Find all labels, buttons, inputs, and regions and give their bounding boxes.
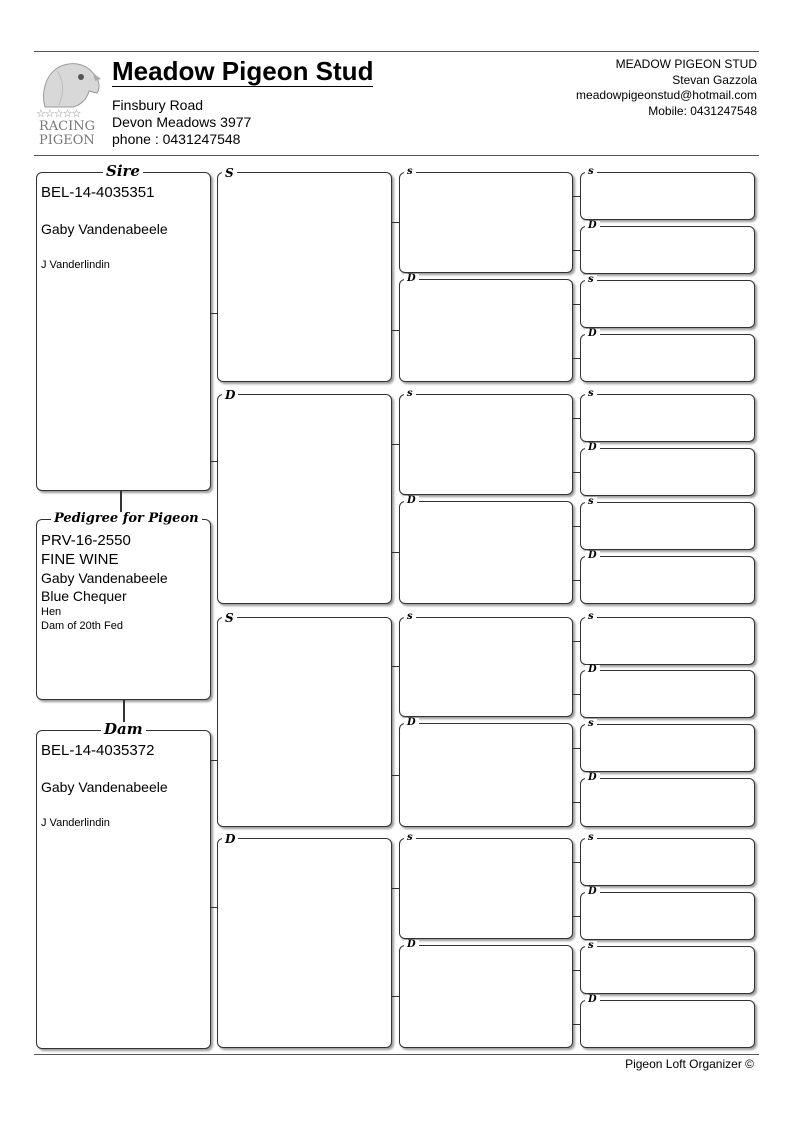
sire-box xyxy=(36,162,211,491)
connector-line xyxy=(573,304,580,305)
subject-sex: Hen xyxy=(41,606,62,618)
connector-line xyxy=(573,580,580,581)
grandparent-sire-tag: S xyxy=(222,612,237,624)
gen4-dam-tag: D xyxy=(585,995,600,1005)
contact-stud-name: MEADOW PIGEON STUD xyxy=(615,57,757,71)
gen4-dam-tag: D xyxy=(585,329,600,339)
connector-line xyxy=(573,196,580,197)
footer-credit: Pigeon Loft Organizer © xyxy=(625,1057,754,1071)
header-bottom-rule xyxy=(34,155,759,156)
gen4-box xyxy=(580,496,755,550)
phone-line: phone : 0431247548 xyxy=(112,131,241,147)
address-line-1: Finsbury Road xyxy=(112,97,204,113)
gen3-sire-tag: s xyxy=(404,833,416,843)
gen4-sire-tag: s xyxy=(585,275,597,285)
gen4-box xyxy=(580,994,755,1048)
connector-line xyxy=(392,444,399,445)
gen3-sire-tag: s xyxy=(404,167,416,177)
gen4-sire-tag: s xyxy=(585,719,597,729)
connector-line xyxy=(573,358,580,359)
gen4-box xyxy=(580,442,755,496)
logo-text-pigeon: PIGEON xyxy=(39,133,95,148)
gen3-dam-tag: D xyxy=(404,718,419,728)
gen4-box xyxy=(580,611,755,665)
connector-line xyxy=(211,760,217,761)
connector-line xyxy=(573,1024,580,1025)
gen4-sire-tag: s xyxy=(585,612,597,622)
gen4-box xyxy=(580,328,755,382)
contact-mobile: Mobile: 0431247548 xyxy=(648,103,757,118)
contact-person: Stevan Gazzola xyxy=(672,72,757,87)
connector-line xyxy=(211,907,217,908)
grandparent-box xyxy=(217,832,392,1048)
sire-label: Sire xyxy=(103,164,143,179)
subject-box xyxy=(36,511,211,700)
connector-line xyxy=(573,916,580,917)
dam-breeder: Gaby Vandenabeele xyxy=(41,779,168,795)
gen3-sire-tag: s xyxy=(404,612,416,622)
logo-text-racing: RACING xyxy=(39,119,96,134)
gen4-dam-tag: D xyxy=(585,443,600,453)
gen4-box xyxy=(580,664,755,718)
gen3-box xyxy=(399,166,573,273)
connector-line xyxy=(392,775,399,776)
gen4-dam-tag: D xyxy=(585,551,600,561)
gen3-sire-tag: s xyxy=(404,389,416,399)
connector-line xyxy=(573,802,580,803)
connector-line xyxy=(211,313,217,314)
grandparent-box xyxy=(217,611,392,827)
gen4-box xyxy=(580,940,755,994)
connector-line xyxy=(392,996,399,997)
subject-color: Blue Chequer xyxy=(41,588,127,604)
gen4-dam-tag: D xyxy=(585,665,600,675)
header-top-rule xyxy=(34,51,759,52)
connector-line xyxy=(573,862,580,863)
logo-stars: ☆☆☆☆☆ xyxy=(36,108,81,120)
dam-note: J Vanderlindin xyxy=(41,817,110,829)
gen3-dam-tag: D xyxy=(404,496,419,506)
subject-label: Pedigree for Pigeon xyxy=(51,512,202,525)
gen4-box xyxy=(580,772,755,827)
gen3-box xyxy=(399,832,573,939)
sire-note: J Vanderlindin xyxy=(41,259,110,271)
pigeon-head-icon xyxy=(37,57,103,109)
footer-rule xyxy=(34,1054,759,1055)
dam-ring: BEL-14-4035372 xyxy=(41,742,155,759)
gen4-box xyxy=(580,220,755,274)
gen4-dam-tag: D xyxy=(585,773,600,783)
gen3-box xyxy=(399,939,573,1048)
subject-breeder: Gaby Vandenabeele xyxy=(41,570,168,586)
grandparent-dam-tag: D xyxy=(222,389,238,401)
gen4-box xyxy=(580,550,755,604)
dam-box xyxy=(36,720,211,1049)
subject-name: FINE WINE xyxy=(41,551,119,568)
gen4-box xyxy=(580,832,755,886)
connector-line xyxy=(211,461,217,462)
gen3-box xyxy=(399,495,573,604)
connector-line xyxy=(392,552,399,553)
gen4-dam-tag: D xyxy=(585,887,600,897)
gen4-box xyxy=(580,274,755,328)
gen4-sire-tag: s xyxy=(585,167,597,177)
connector-line xyxy=(573,970,580,971)
gen4-sire-tag: s xyxy=(585,941,597,951)
grandparent-sire-tag: S xyxy=(222,167,237,179)
gen4-sire-tag: s xyxy=(585,497,597,507)
gen3-box xyxy=(399,717,573,827)
grandparent-box xyxy=(217,388,392,604)
stud-name-title: Meadow Pigeon Stud xyxy=(112,56,374,86)
contact-email: meadowpigeonstud@hotmail.com xyxy=(576,88,757,102)
gen4-box xyxy=(580,166,755,220)
gen3-box xyxy=(399,388,573,495)
grandparent-dam-tag: D xyxy=(222,833,238,845)
address-line-2: Devon Meadows 3977 xyxy=(112,114,252,130)
connector-line xyxy=(392,222,399,223)
dam-label: Dam xyxy=(101,722,146,737)
sire-ring: BEL-14-4035351 xyxy=(41,184,155,201)
gen3-dam-tag: D xyxy=(404,940,419,950)
connector-line xyxy=(573,694,580,695)
gen3-box xyxy=(399,273,573,382)
connector-line xyxy=(573,748,580,749)
connector-line xyxy=(573,250,580,251)
gen4-dam-tag: D xyxy=(585,221,600,231)
subject-ring: PRV-16-2550 xyxy=(41,532,131,549)
gen3-box xyxy=(399,611,573,717)
connector-line xyxy=(573,526,580,527)
contact-block xyxy=(576,57,757,119)
connector-line xyxy=(573,418,580,419)
connector-line xyxy=(573,641,580,642)
racing-pigeon-logo xyxy=(36,57,104,147)
grandparent-box xyxy=(217,166,392,382)
gen3-dam-tag: D xyxy=(404,274,419,284)
connector-line xyxy=(573,472,580,473)
gen4-sire-tag: s xyxy=(585,833,597,843)
gen4-box xyxy=(580,388,755,442)
gen4-sire-tag: s xyxy=(585,389,597,399)
gen4-box xyxy=(580,718,755,772)
connector-line xyxy=(392,888,399,889)
gen4-box xyxy=(580,886,755,940)
sire-breeder: Gaby Vandenabeele xyxy=(41,221,168,237)
subject-note: Dam of 20th Fed xyxy=(41,620,123,632)
connector-line xyxy=(392,666,399,667)
connector-line xyxy=(392,330,399,331)
